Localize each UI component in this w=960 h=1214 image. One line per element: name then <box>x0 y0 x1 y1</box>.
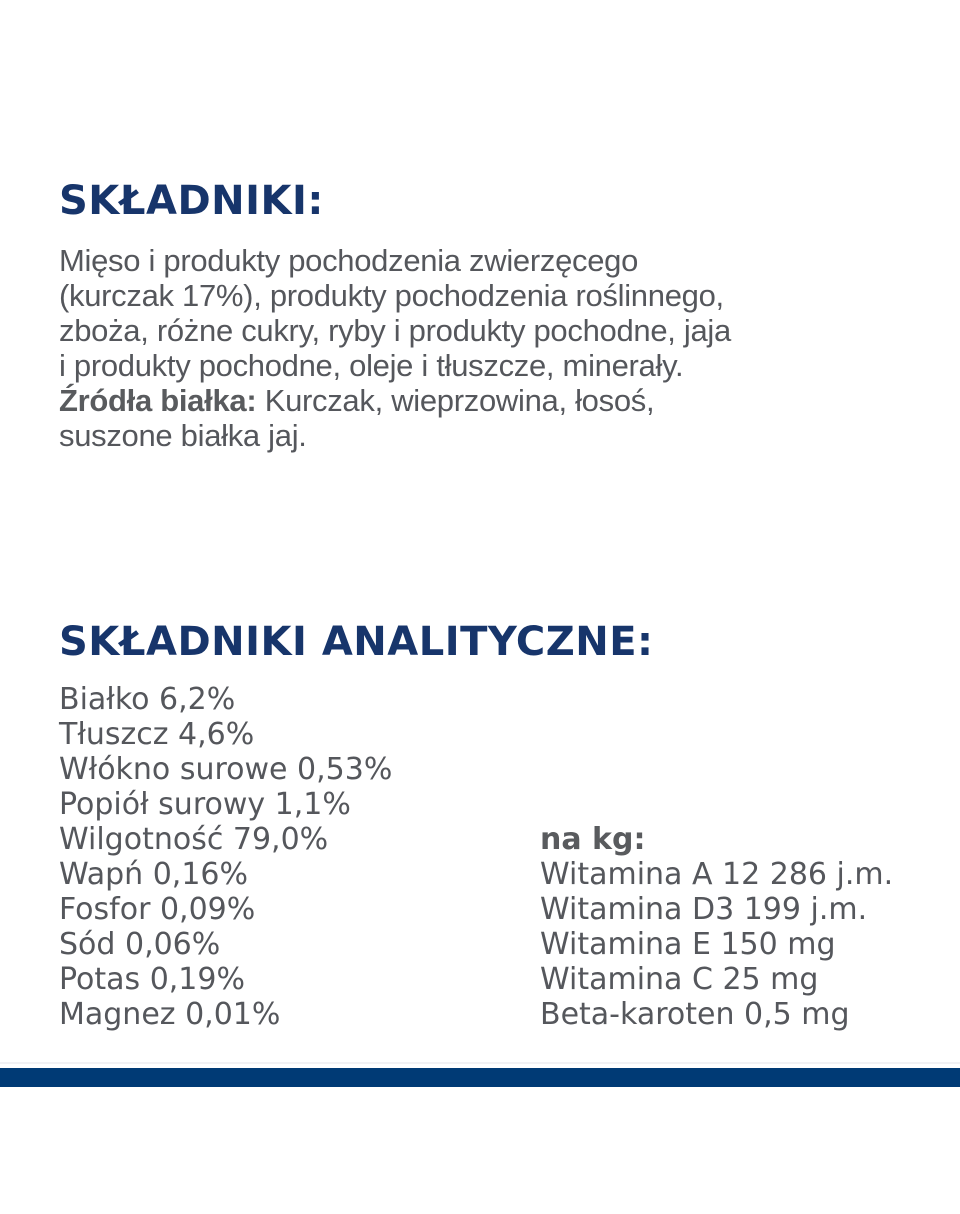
analytical-item: Magnez 0,01% <box>59 997 281 1032</box>
vitamins-per-kg-column <box>540 822 893 1032</box>
divider-hairline <box>0 1062 960 1064</box>
analytical-item: Włókno surowe 0,53% <box>59 752 393 787</box>
vitamin-item: Witamina A 12 286 j.m. <box>540 857 894 892</box>
ingredients-line: Mięso i produkty pochodzenia zwierzęcego <box>59 243 639 278</box>
analytical-item: Wapń 0,16% <box>59 857 249 892</box>
ingredients-line: (kurczak 17%), produkty pochodzenia roślinnego, <box>59 278 724 313</box>
vitamin-item: Witamina E 150 mg <box>540 927 836 962</box>
vitamin-item: Witamina C 25 mg <box>540 962 819 997</box>
ingredients-heading: SKŁADNIKI: <box>59 178 324 224</box>
analytical-left-column <box>59 682 392 1032</box>
vitamin-item: Witamina D3 199 j.m. <box>540 892 868 927</box>
analytical-item: Potas 0,19% <box>59 962 245 997</box>
analytical-item: Fosfor 0,09% <box>59 892 256 927</box>
analytical-heading: SKŁADNIKI ANALITYCZNE: <box>59 619 654 665</box>
analytical-item: Popiół surowy 1,1% <box>59 787 351 822</box>
per-kg-label: na kg: <box>540 822 646 857</box>
ingredients-line: i produkty pochodne, oleje i tłuszcze, minerały. <box>59 348 684 383</box>
analytical-item: Wilgotność 79,0% <box>59 822 329 857</box>
analytical-item: Tłuszcz 4,6% <box>59 717 255 752</box>
vitamin-item: Beta-karoten 0,5 mg <box>540 997 850 1032</box>
protein-sources-label: Źródła białka: <box>59 383 257 418</box>
analytical-item: Sód 0,06% <box>59 927 221 962</box>
protein-sources-text: Kurczak, wieprzowina, łosoś, <box>264 383 655 418</box>
analytical-item: Białko 6,2% <box>59 682 236 717</box>
protein-sources-line <box>59 383 919 418</box>
protein-sources-line-2: suszone białka jaj. <box>59 418 307 453</box>
ingredients-line: zboża, różne cukry, ryby i produkty pochodne, jaja <box>59 313 731 348</box>
bottom-brand-bar <box>0 1068 960 1087</box>
ingredients-paragraph <box>59 243 919 453</box>
